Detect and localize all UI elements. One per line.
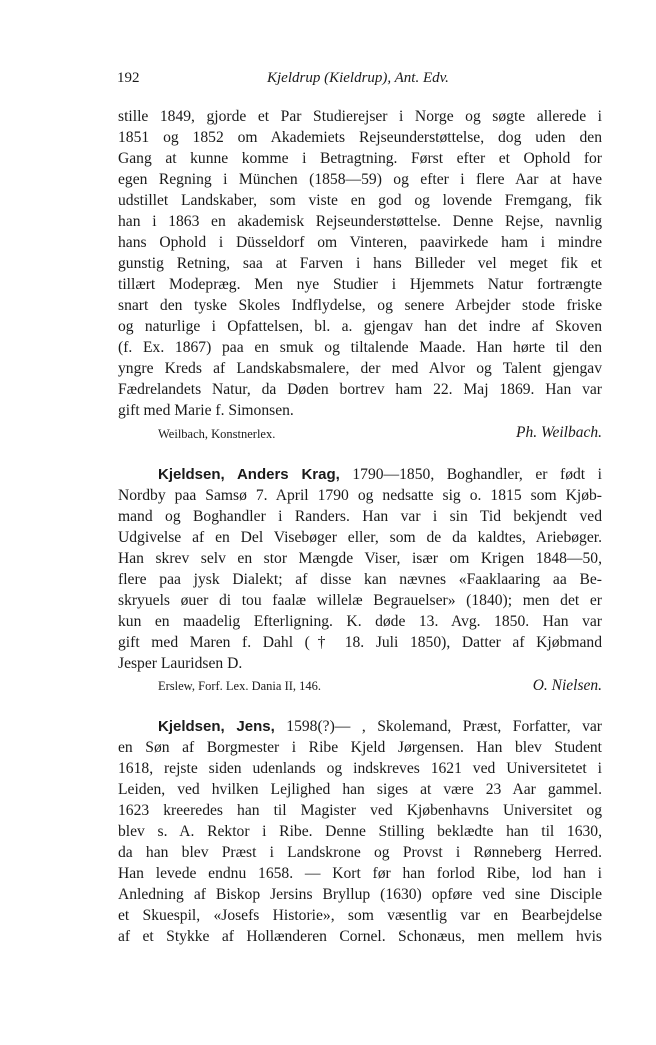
text-line: stille 1849, gjorde et Par Studierejser i Norge og søgte allerede i <box>118 108 602 125</box>
text-line: mand og Boghandler i Randers. Han var i sin Tid bekjendt ved <box>118 508 602 525</box>
running-header <box>117 70 602 92</box>
text-line: gift med Marie f. Simonsen. <box>118 402 294 419</box>
entry-first-line: Kjeldsen, Jens, 1598(?)— , Skolemand, Præst, Forfatter, var <box>158 718 602 735</box>
text-line: Fædrelandets Natur, da Døden bortrev ham 22. Maj 1869. Han var <box>118 381 602 398</box>
text-line: flere paa jysk Dialekt; af disse kan nævnes «Faaklaaring aa Be- <box>118 571 602 588</box>
text-line: egen Regning i München (1858—59) og efter i flere Aar at have <box>118 171 602 188</box>
text-line: yngre Kreds af Landskabsmalere, der med Alvor og Talent gjengav <box>118 360 602 377</box>
text-line: tillært Modepræg. Men nye Studier i Hjemmets Natur fortrængte <box>118 276 602 293</box>
text-line: Han skrev selv en stor Mængde Viser, især om Krigen 1848—50, <box>118 550 602 567</box>
entry-heading: Kjeldsen, Jens, <box>158 718 275 735</box>
text-line: han i 1863 en akademisk Rejseunderstøttelse. Denne Rejse, navnlig <box>118 213 602 230</box>
source-reference: Weilbach, Konstnerlex. <box>158 427 276 441</box>
text-line: gunstig Retning, saa at Farven i hans Billeder vel meget fik et <box>118 255 602 272</box>
author-signature: O. Nielsen. <box>532 677 602 694</box>
text-line: blev s. A. Rektor i Ribe. Denne Stilling beklædte han til 1630, <box>118 823 602 840</box>
text-line: hans Ophold i Düsseldorf om Vinteren, paavirkede ham i mindre <box>118 234 602 251</box>
entry-heading: Kjeldsen, Anders Krag, <box>158 466 340 483</box>
text-line: Udgivelse af en Del Visebøger eller, som de da kaldtes, Ariebøger. <box>118 529 602 546</box>
text-line: 1851 og 1852 om Akademiets Rejseunderstøttelse, dog uden den <box>118 129 602 146</box>
text-line: Leiden, ved hvilken Lejlighed han siges at være 23 Aar gammel. <box>118 781 602 798</box>
text-line: af et Stykke af Hollænderen Cornel. Schonæus, men mellem hvis <box>118 928 602 945</box>
text-line: et Skuespil, «Josefs Historie», som væsentlig var en Bearbejdelse <box>118 907 602 924</box>
text-line: da han blev Præst i Landskrone og Provst i Rønneberg Herred. <box>118 844 602 861</box>
text-line: og naturlige i Opfattelsen, bl. a. gjengav han det indre af Skoven <box>118 318 602 335</box>
text-line: (f. Ex. 1867) paa en smuk og tiltalende Maade. Han hørte til den <box>118 339 602 356</box>
source-reference: Erslew, Forf. Lex. Dania II, 146. <box>158 679 322 693</box>
text-line: Jesper Lauridsen D. <box>118 655 243 672</box>
text-line: Gang at kunne komme i Betragtning. Først efter et Ophold for <box>118 150 602 167</box>
text-line: Anledning af Biskop Jersins Bryllup (1630) opføre ved sine Disciple <box>118 886 602 903</box>
text-line: 1618, rejste siden udenlands og indskreves 1621 ved Universitetet i <box>118 760 602 777</box>
text-line: Nordby paa Samsø 7. April 1790 og nedsatte sig o. 1815 som Kjøb- <box>118 487 602 504</box>
entry-first-line: Kjeldsen, Anders Krag, 1790—1850, Boghandler, er født i <box>158 466 602 483</box>
text-line: en Søn af Borgmester i Ribe Kjeld Jørgensen. Han blev Student <box>118 739 602 756</box>
text-line: kun en maadelig Efterligning. K. døde 13. Avg. 1850. Han var <box>118 613 602 630</box>
text-line: gift med Maren f. Dahl († 18. Juli 1850), Datter af Kjøbmand <box>118 634 602 651</box>
text-line: Han levede endnu 1658. — Kort før han forlod Ribe, lod han i <box>118 865 602 882</box>
text-line: snart den tyske Skoles Indflydelse, og senere Arbejder stode friske <box>118 297 602 314</box>
page-number: 192 <box>117 70 140 86</box>
text-line: 1623 kreeredes han til Magister ved Kjøbenhavns Universitet og <box>118 802 602 819</box>
author-signature: Ph. Weilbach. <box>516 424 602 441</box>
running-title: Kjeldrup (Kieldrup), Ant. Edv. <box>267 70 449 86</box>
text-line: skryuels øuer di tou faalæ willelæ Begrauelser» (1840); men det er <box>118 592 602 609</box>
text-line: udstillet Landskaber, som viste en god og lovende Fremgang, fik <box>118 192 602 209</box>
